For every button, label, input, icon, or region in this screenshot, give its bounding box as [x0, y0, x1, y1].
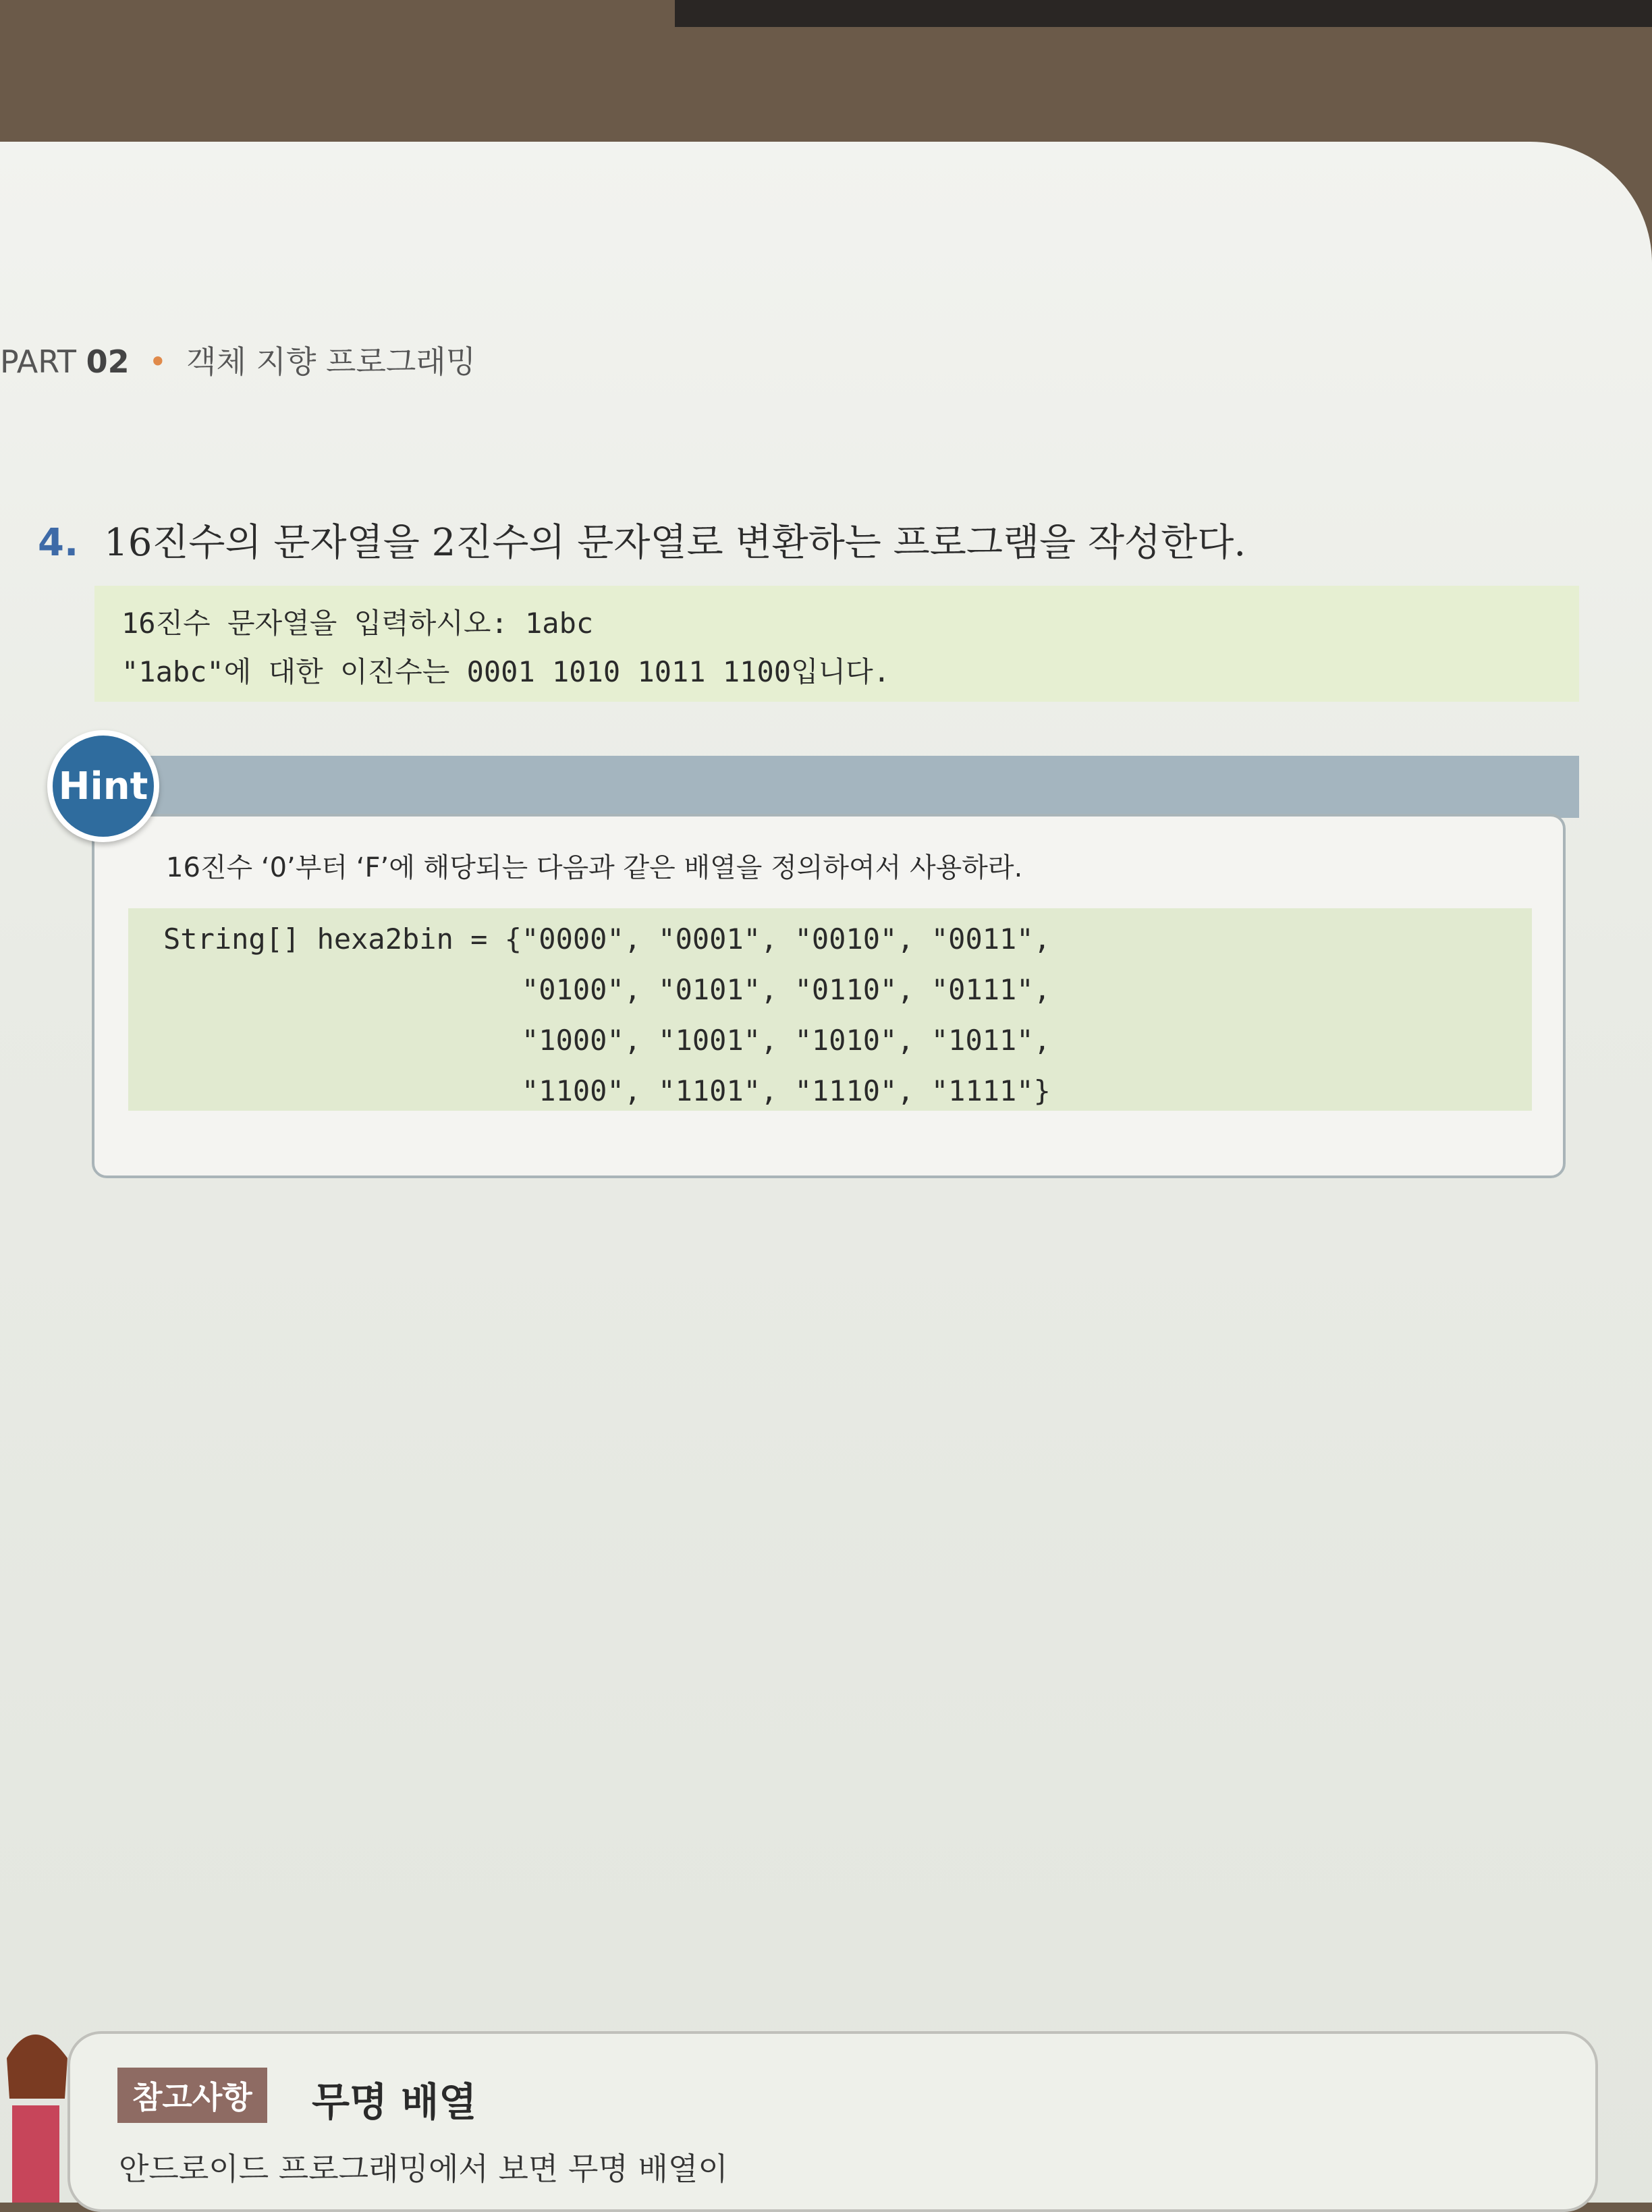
part-label: PART: [0, 343, 76, 380]
code-line: "0100", "0101", "0110", "0111",: [163, 973, 1051, 1006]
desk-shadow: [675, 0, 1652, 27]
hint-header-band: [135, 756, 1579, 818]
code-line: "1000", "1001", "1010", "1011",: [163, 1024, 1051, 1057]
question-number: 4.: [38, 521, 79, 565]
page-header: [0, 337, 476, 382]
hint-text: 16진수 ‘0’부터 ‘F’에 해당되는 다음과 같은 배열을 정의하여서 사용하라.: [166, 852, 1023, 883]
character-illustration-icon: [0, 2018, 81, 2203]
example-output-box: [94, 586, 1579, 702]
hint-badge-icon: Hint: [47, 730, 159, 842]
header-bullet: •: [148, 343, 167, 380]
code-line: "1100", "1101", "1110", "1111"}: [163, 1074, 1051, 1107]
code-line: String[] hexa2bin = {"0000", "0001", "0010", "0011",: [163, 922, 1051, 956]
hint-code-block: [128, 908, 1532, 1111]
section-title: 객체 지향 프로그래밍: [186, 343, 476, 380]
question: [38, 513, 1246, 567]
reference-body: 안드로이드 프로그래밍에서 보면 무명 배열이: [119, 2151, 728, 2187]
example-line-2: "1abc"에 대한 이진수는 0001 1010 1011 1100입니다.: [121, 655, 891, 688]
question-text: 16진수의 문자열을 2진수의 문자열로 변환하는 프로그램을 작성한다.: [104, 521, 1246, 565]
reference-tag: 참고사항: [117, 2068, 267, 2123]
reference-title: 무명 배열: [312, 2079, 477, 2125]
part-number: 02: [86, 343, 130, 380]
example-line-1: 16진수 문자열을 입력하시오: 1abc: [121, 607, 594, 640]
